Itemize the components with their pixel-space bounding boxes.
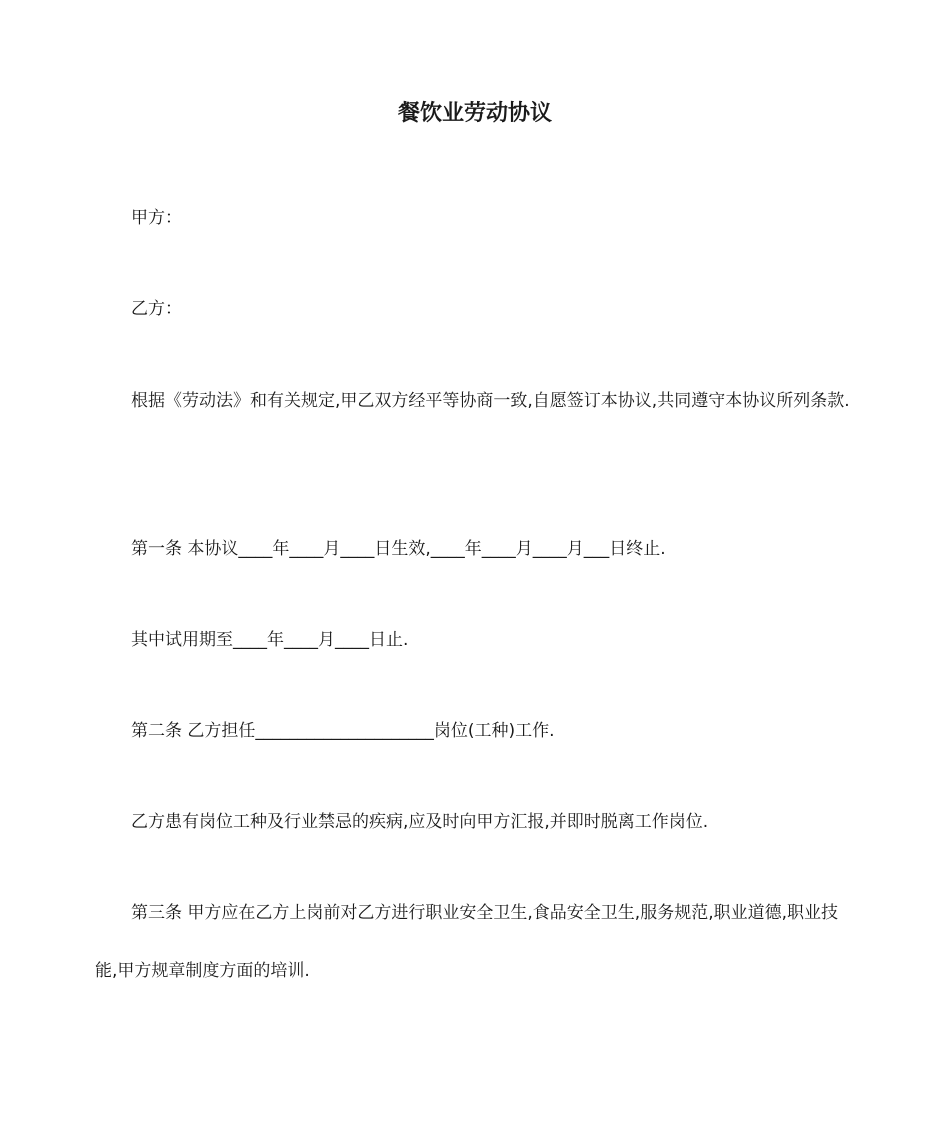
disease-report-clause: 乙方患有岗位工种及行业禁忌的疾病,应及时向甲方汇报,并即时脱离工作岗位. bbox=[131, 812, 709, 832]
probation-period: 其中试用期至____年____月____日止. bbox=[131, 630, 409, 650]
party-a-line: 甲方： bbox=[131, 208, 182, 228]
article-1-term: 第一条 本协议____年____月____日生效,____年____月____月___日终止. bbox=[131, 539, 666, 559]
party-b-line: 乙方： bbox=[131, 299, 182, 319]
preamble-paragraph: 根据《劳动法》和有关规定,甲乙双方经平等协商一致,自愿签订本协议,共同遵守本协议所列条款. bbox=[131, 391, 850, 411]
document-title: 餐饮业劳动协议 bbox=[397, 101, 552, 126]
article-2-position: 第二条 乙方担任_____________________岗位(工种)工作. bbox=[131, 721, 555, 741]
article-3-training: 第三条 甲方应在乙方上岗前对乙方进行职业安全卫生,食品安全卫生,服务规范,职业道德,职业技能,甲方规章制度方面的培训. bbox=[95, 903, 839, 981]
